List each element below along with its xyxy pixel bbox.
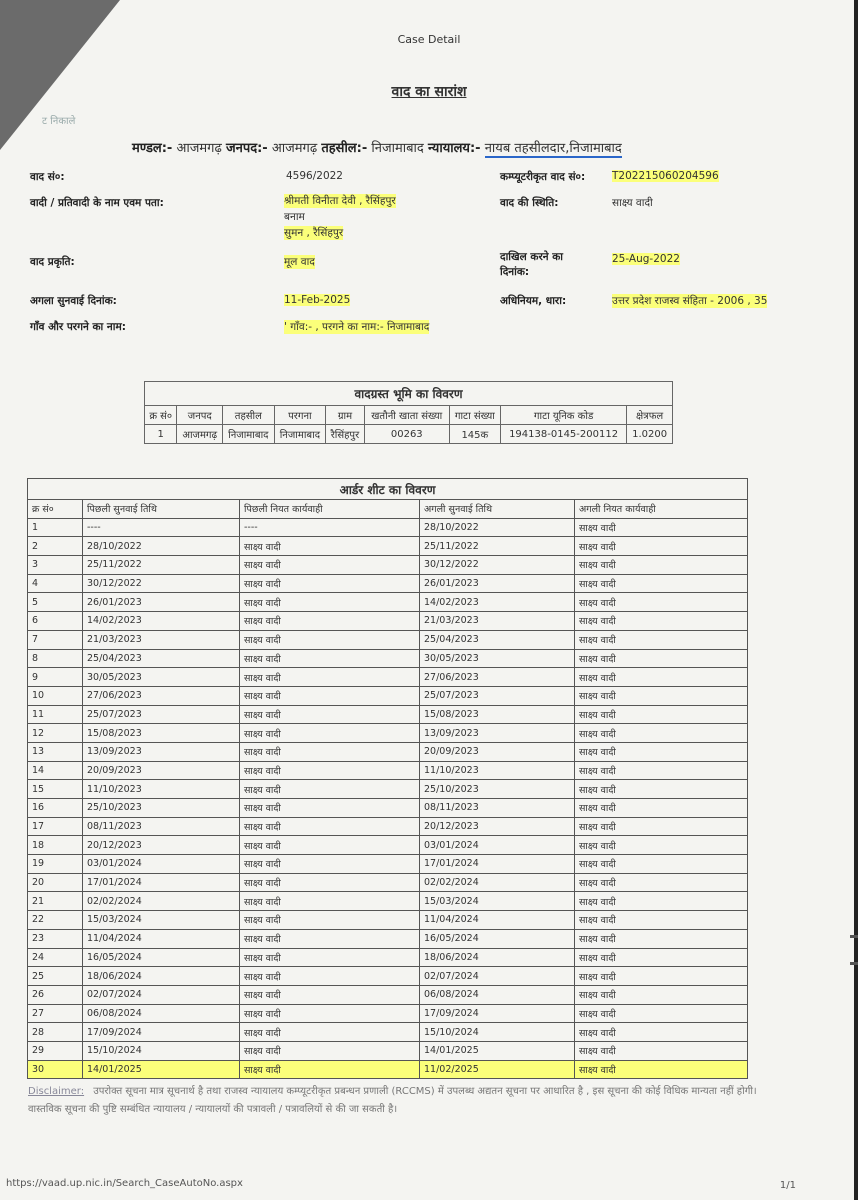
order-cell: 06/08/2024 [83,1004,240,1023]
order-row [28,1041,748,1060]
order-cell: साक्ष्य वादी [575,985,748,1004]
order-cell: साक्ष्य वादी [240,855,420,874]
land-cell: निजामाबाद [274,425,326,444]
order-cell: साक्ष्य वादी [575,1041,748,1060]
land-table-caption: वादग्रस्त भूमि का विवरण [145,382,673,406]
order-cell: 24 [28,948,83,967]
order-cell: 6 [28,612,83,631]
act-label: अधिनियम, धारा: [500,295,567,307]
order-row [28,612,748,631]
act-value: उत्तर प्रदेश राजस्व संहिता - 2006 , 35 [612,295,768,307]
order-cell: साक्ष्य वादी [240,1041,420,1060]
order-cell: 11/10/2023 [83,780,240,799]
order-cell: साक्ष्य वादी [240,537,420,556]
janpad-label: जनपद:- [225,141,268,156]
land-header-cell: खतौनी खाता संख्या [364,406,449,425]
order-cell: 08/11/2023 [420,799,575,818]
order-cell: 20/09/2023 [83,761,240,780]
order-cell: साक्ष्य वादी [240,574,420,593]
order-row [28,724,748,743]
order-cell: साक्ष्य वादी [240,1023,420,1042]
order-cell: साक्ष्य वादी [240,668,420,687]
land-header-cell: गाटा संख्या [449,406,500,425]
land-header-cell: क्षेत्रफल [627,406,673,425]
order-cell: साक्ष्य वादी [240,1060,420,1079]
order-cell: साक्ष्य वादी [575,518,748,537]
tahsil-value: निजामाबाद [371,141,424,156]
order-cell: 25/10/2023 [420,780,575,799]
order-cell: साक्ष्य वादी [240,649,420,668]
order-cell: 08/11/2023 [83,817,240,836]
filing-value: 25-Aug-2022 [612,253,680,265]
order-cell: 12 [28,724,83,743]
order-row [28,761,748,780]
order-cell: 27/06/2023 [420,668,575,687]
order-cell: 28 [28,1023,83,1042]
order-cell: 21 [28,892,83,911]
plaintiff-value: श्रीमती विनीता देवी , रैसिंहपुर [284,195,396,207]
order-cell: साक्ष्य वादी [575,948,748,967]
order-cell: 2 [28,537,83,556]
order-cell: 21/03/2023 [420,612,575,631]
order-cell: 25/07/2023 [420,686,575,705]
order-cell: ---- [83,518,240,537]
order-row [28,686,748,705]
order-cell: साक्ष्य वादी [575,686,748,705]
order-row [28,967,748,986]
case-no-label: वाद सं०: [30,171,65,183]
defendant-value: सुमन , रैसिंहपुर [284,227,344,239]
order-row [28,1060,748,1079]
location-line [132,138,622,156]
order-cell: साक्ष्य वादी [575,1023,748,1042]
order-cell: 15/08/2023 [83,724,240,743]
order-cell: 29 [28,1041,83,1060]
land-header-cell: गाटा यूनिक कोड [500,406,626,425]
order-cell: 30/12/2022 [420,556,575,575]
order-row [28,518,748,537]
order-header-cell: पिछली सुनवाई तिथि [83,500,240,519]
order-row [28,742,748,761]
land-cell: 194138-0145-200112 [500,425,626,444]
order-cell: 25/04/2023 [83,649,240,668]
order-cell: साक्ष्य वादी [240,724,420,743]
janpad-value: आजमगढ़ [271,141,318,156]
order-cell: साक्ष्य वादी [240,686,420,705]
order-cell: 16/05/2024 [420,929,575,948]
order-cell: साक्ष्य वादी [575,873,748,892]
scan-edge [854,0,858,1200]
footer-page-number: 1/1 [779,1180,796,1191]
order-cell: 26/01/2023 [83,593,240,612]
order-row [28,593,748,612]
computer-no-value: T202215060204596 [612,170,719,182]
order-cell: 5 [28,593,83,612]
order-cell: 17/09/2024 [83,1023,240,1042]
order-cell: साक्ष्य वादी [575,649,748,668]
order-cell: साक्ष्य वादी [240,817,420,836]
order-cell: साक्ष्य वादी [240,892,420,911]
order-cell: 25/11/2022 [83,556,240,575]
order-cell: 13 [28,742,83,761]
order-cell: 9 [28,668,83,687]
order-cell: 18/06/2024 [420,948,575,967]
order-cell: 21/03/2023 [83,630,240,649]
order-cell: 25/07/2023 [83,705,240,724]
mandal-value: आजमगढ़ [176,141,222,156]
order-cell: साक्ष्य वादी [575,556,748,575]
next-hearing-value: 11-Feb-2025 [284,294,351,306]
order-cell: 25/10/2023 [83,799,240,818]
order-cell: 18 [28,836,83,855]
status-label: वाद की स्थिति: [500,197,559,209]
order-cell: 11/04/2024 [83,929,240,948]
order-row [28,929,748,948]
disclaimer-text: उपरोक्त सूचना मात्र सूचनार्थ है तथा राजस्व न्यायालय कम्प्यूटरीकृत प्रबन्धन प्रणाली (RCCMS) में उपलब्ध अद्यतन सूचना पर आधारित है , इस सूचना की कोई विधिक मान्यता नहीं होगी। वास्तविक सूचना की पुष्टि सम्बंधित न्यायालय / न्यायालयों की पत्रावली / पत्रावलियों से की जा सकती है। [28,1086,757,1115]
land-row [145,425,673,444]
order-cell: 8 [28,649,83,668]
order-cell: 16/05/2024 [83,948,240,967]
order-cell: साक्ष्य वादी [575,836,748,855]
order-cell: 14/02/2023 [83,612,240,631]
order-cell: साक्ष्य वादी [240,761,420,780]
order-sheet-table [27,478,748,1079]
order-cell: 15/03/2024 [420,892,575,911]
computer-no-label: कम्प्यूटरीकृत वाद सं०: [500,171,586,183]
order-cell: 03/01/2024 [420,836,575,855]
order-row [28,817,748,836]
order-cell: 26/01/2023 [420,574,575,593]
order-cell: साक्ष्य वादी [240,593,420,612]
land-header-cell: परगना [274,406,326,425]
order-cell: ---- [240,518,420,537]
order-row [28,537,748,556]
order-cell: साक्ष्य वादी [575,817,748,836]
tahsil-label: तहसील:- [321,141,368,156]
order-cell: 1 [28,518,83,537]
order-cell: 25 [28,967,83,986]
land-cell: रैसिंहपुर [326,425,365,444]
order-row [28,985,748,1004]
order-cell: 11 [28,705,83,724]
land-cell: निजामाबाद [223,425,275,444]
footer-url: https://vaad.up.nic.in/Search_CaseAutoNo.aspx [6,1178,243,1189]
land-cell: 1.0200 [627,425,673,444]
order-cell: 27 [28,1004,83,1023]
land-header-cell: जनपद [177,406,223,425]
order-cell: 20/12/2023 [83,836,240,855]
order-cell: 18/06/2024 [83,967,240,986]
next-hearing-label: अगला सुनवाई दिनांक: [30,295,117,307]
order-cell: 27/06/2023 [83,686,240,705]
land-header-cell: क्र सं० [145,406,177,425]
village-value: ' गाँव:- , परगने का नाम:- निजामाबाद [284,321,430,333]
order-cell: 28/10/2022 [83,537,240,556]
order-cell: साक्ष्य वादी [575,911,748,930]
order-cell: 03/01/2024 [83,855,240,874]
order-cell: 06/08/2024 [420,985,575,1004]
scan-edge-mark [850,935,858,938]
order-cell: 25/04/2023 [420,630,575,649]
order-cell: 02/07/2024 [420,967,575,986]
order-cell: 20/12/2023 [420,817,575,836]
order-cell: साक्ष्य वादी [575,742,748,761]
order-cell: 11/10/2023 [420,761,575,780]
order-cell: 3 [28,556,83,575]
order-cell: साक्ष्य वादी [240,630,420,649]
order-cell: 11/04/2024 [420,911,575,930]
land-header-cell: तहसील [223,406,275,425]
order-cell: साक्ष्य वादी [575,668,748,687]
order-header-cell: अगली सुनवाई तिथि [420,500,575,519]
order-cell: 28/10/2022 [420,518,575,537]
order-cell: 13/09/2023 [420,724,575,743]
case-no-value: 4596/2022 [286,170,343,182]
order-row [28,873,748,892]
order-row [28,668,748,687]
order-cell: साक्ष्य वादी [575,892,748,911]
order-cell: 23 [28,929,83,948]
order-cell: 30/05/2023 [83,668,240,687]
order-cell: 17/01/2024 [83,873,240,892]
land-cell: आजमगढ़ [177,425,223,444]
court-value: नायब तहसीलदार,निजामाबाद [484,141,622,156]
order-cell: 25/11/2022 [420,537,575,556]
order-cell: साक्ष्य वादी [575,780,748,799]
order-cell: 15/03/2024 [83,911,240,930]
order-cell: 11/02/2025 [420,1060,575,1079]
order-row [28,780,748,799]
order-header-cell: पिछली नियत कार्यवाही [240,500,420,519]
order-cell: 22 [28,911,83,930]
order-cell: साक्ष्य वादी [575,929,748,948]
disclaimer [28,1083,788,1119]
order-cell: 15/10/2024 [420,1023,575,1042]
order-cell: 17/09/2024 [420,1004,575,1023]
order-cell: साक्ष्य वादी [240,705,420,724]
order-row [28,705,748,724]
order-row [28,630,748,649]
order-cell: 19 [28,855,83,874]
order-cell: साक्ष्य वादी [240,985,420,1004]
order-row [28,574,748,593]
order-cell: साक्ष्य वादी [575,799,748,818]
order-cell: साक्ष्य वादी [575,724,748,743]
order-cell: साक्ष्य वादी [575,761,748,780]
order-cell: साक्ष्य वादी [575,612,748,631]
order-cell: 7 [28,630,83,649]
mandal-label: मण्डल:- [132,141,173,156]
parties-label: वादी / प्रतिवादी के नाम एवम पता: [30,197,164,209]
order-cell: साक्ष्य वादी [240,967,420,986]
print-link[interactable]: ट निकाले [42,116,76,127]
order-cell: साक्ष्य वादी [240,911,420,930]
page-fold-corner [0,0,120,150]
order-row [28,892,748,911]
order-cell: साक्ष्य वादी [240,556,420,575]
order-cell: साक्ष्य वादी [240,873,420,892]
order-cell: साक्ष्य वादी [575,593,748,612]
order-cell: साक्ष्य वादी [575,705,748,724]
page-header-title: Case Detail [397,33,461,46]
order-cell: साक्ष्य वादी [575,537,748,556]
court-label: न्यायालय:- [427,141,481,156]
order-cell: 16 [28,799,83,818]
order-cell: 15/08/2023 [420,705,575,724]
disclaimer-lead: Disclaimer: [28,1086,85,1097]
land-cell: 1 [145,425,177,444]
order-cell: 30/05/2023 [420,649,575,668]
order-cell: साक्ष्य वादी [240,742,420,761]
order-cell: 26 [28,985,83,1004]
order-row [28,1023,748,1042]
order-cell: 4 [28,574,83,593]
order-cell: 02/02/2024 [420,873,575,892]
order-cell: 02/07/2024 [83,985,240,1004]
land-cell: 00263 [364,425,449,444]
order-cell: साक्ष्य वादी [575,630,748,649]
order-row [28,556,748,575]
village-label: गाँव और परगने का नाम: [30,321,126,333]
land-details-table [144,381,673,444]
order-row [28,855,748,874]
status-value: साक्ष्य वादी [612,197,653,209]
order-cell: 20 [28,873,83,892]
summary-title: वाद का सारांश [391,84,467,100]
order-cell: साक्ष्य वादी [240,799,420,818]
order-cell: साक्ष्य वादी [240,780,420,799]
order-row [28,911,748,930]
order-cell: 20/09/2023 [420,742,575,761]
order-cell: 14/01/2025 [420,1041,575,1060]
order-table-caption: आर्डर शीट का विवरण [28,479,748,500]
order-cell: 30/12/2022 [83,574,240,593]
order-cell: 14/02/2023 [420,593,575,612]
order-row [28,1004,748,1023]
order-cell: साक्ष्य वादी [240,836,420,855]
order-cell: साक्ष्य वादी [240,612,420,631]
order-cell: 10 [28,686,83,705]
order-cell: 13/09/2023 [83,742,240,761]
order-cell: साक्ष्य वादी [575,855,748,874]
order-cell: साक्ष्य वादी [575,967,748,986]
filing-label: दाखिल करने का दिनांक: [500,251,564,278]
versus-text: बनाम [284,211,305,223]
order-cell: साक्ष्य वादी [575,574,748,593]
order-cell: साक्ष्य वादी [240,948,420,967]
order-cell: 15 [28,780,83,799]
land-header-cell: ग्राम [326,406,365,425]
order-cell: 02/02/2024 [83,892,240,911]
order-header-cell: क्र सं० [28,500,83,519]
order-cell: साक्ष्य वादी [575,1004,748,1023]
order-row [28,836,748,855]
order-cell: 30 [28,1060,83,1079]
nature-label: वाद प्रकृति: [30,256,75,268]
order-cell: 14/01/2025 [83,1060,240,1079]
order-cell: 17/01/2024 [420,855,575,874]
nature-value: मूल वाद [284,256,315,268]
order-header-cell: अगली नियत कार्यवाही [575,500,748,519]
scan-edge-mark [850,962,858,965]
order-cell: 14 [28,761,83,780]
land-cell: 145क [449,425,500,444]
order-cell: साक्ष्य वादी [240,929,420,948]
order-row [28,649,748,668]
order-cell: 17 [28,817,83,836]
order-cell: साक्ष्य वादी [575,1060,748,1079]
order-cell: 15/10/2024 [83,1041,240,1060]
order-cell: साक्ष्य वादी [240,1004,420,1023]
order-row [28,948,748,967]
order-row [28,799,748,818]
